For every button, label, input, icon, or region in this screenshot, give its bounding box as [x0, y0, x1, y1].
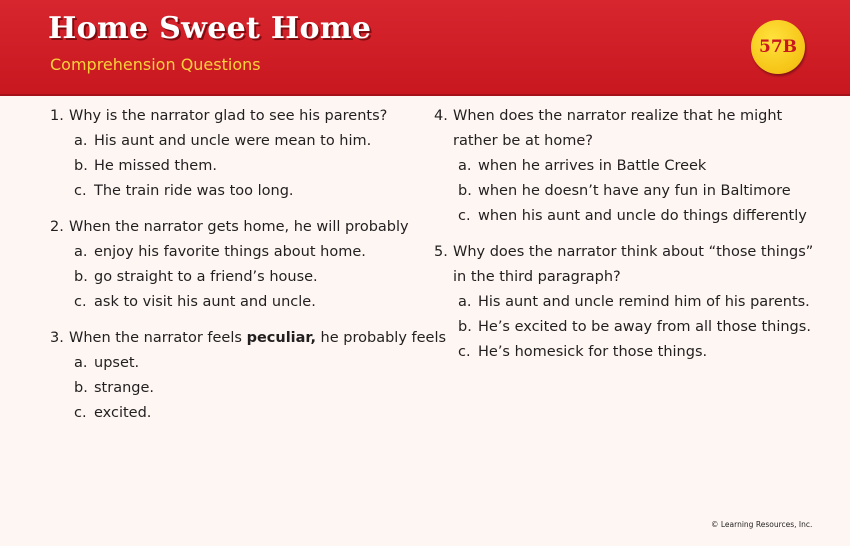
question-number: 3.: [50, 330, 64, 346]
question-4: [434, 104, 834, 229]
question-text: [50, 326, 447, 351]
card-number-badge: 57B: [751, 20, 805, 74]
option-letter: c.: [74, 294, 87, 310]
option-text: when he doesn’t have any fun in Baltimore: [478, 183, 791, 199]
answer-option: [50, 401, 430, 426]
answer-option: [50, 240, 430, 265]
option-text: upset.: [94, 355, 140, 371]
vocabulary-word: peculiar,: [246, 330, 316, 346]
answer-option: [434, 315, 834, 340]
option-text: strange.: [94, 380, 155, 396]
question-number: 2.: [50, 219, 64, 235]
answer-options: [434, 154, 834, 229]
option-text: His aunt and uncle were mean to him.: [94, 133, 372, 149]
answer-option: [50, 179, 430, 204]
question-prompt-end: he probably feels: [315, 330, 447, 346]
option-letter: a.: [74, 133, 88, 149]
option-letter: b.: [74, 380, 88, 396]
option-text: The train ride was too long.: [94, 183, 294, 199]
question-prompt-start: When the narrator feels: [69, 330, 247, 346]
question-5: [434, 240, 834, 365]
option-text: He missed them.: [94, 158, 217, 174]
answer-options: [50, 351, 430, 426]
option-letter: b.: [458, 319, 472, 335]
option-letter: a.: [458, 158, 472, 174]
question-3: [50, 326, 447, 426]
question-prompt-line-2: in the third paragraph?: [453, 269, 621, 285]
answer-option: [434, 179, 834, 204]
question-text: [434, 104, 834, 154]
answer-option: [434, 290, 834, 315]
right-column: [434, 104, 834, 376]
option-letter: b.: [458, 183, 472, 199]
answer-options: [434, 290, 834, 365]
option-letter: c.: [458, 208, 471, 224]
question-prompt: When the narrator gets home, he will probably: [69, 219, 409, 235]
question-number: 4.: [434, 108, 448, 124]
option-text: when he arrives in Battle Creek: [478, 158, 707, 174]
page-title: Home Sweet Home: [48, 11, 372, 46]
answer-option: [50, 351, 430, 376]
answer-option: [434, 204, 834, 229]
answer-options: [50, 240, 430, 315]
option-text: go straight to a friend’s house.: [94, 269, 318, 285]
answer-option: [434, 340, 834, 365]
answer-option: [50, 154, 430, 179]
option-text: when his aunt and uncle do things differently: [478, 208, 807, 224]
question-prompt-line-2: rather be at home?: [453, 133, 593, 149]
question-text: [50, 215, 430, 240]
header-banner: [0, 0, 850, 96]
answer-option: [434, 154, 834, 179]
answer-option: [50, 265, 430, 290]
question-number: 1.: [50, 108, 64, 124]
option-letter: c.: [74, 405, 87, 421]
option-text: ask to visit his aunt and uncle.: [94, 294, 316, 310]
option-letter: a.: [74, 244, 88, 260]
question-text: [50, 104, 430, 129]
question-prompt-line-1: When does the narrator realize that he might: [453, 108, 783, 124]
answer-option: [50, 376, 430, 401]
option-letter: c.: [458, 344, 471, 360]
question-2: [50, 215, 430, 315]
option-letter: c.: [74, 183, 87, 199]
question-number: 5.: [434, 244, 448, 260]
option-text: He’s homesick for those things.: [478, 344, 708, 360]
option-letter: a.: [74, 355, 88, 371]
option-text: enjoy his favorite things about home.: [94, 244, 366, 260]
option-letter: b.: [74, 269, 88, 285]
answer-option: [50, 129, 430, 154]
question-1: [50, 104, 430, 204]
answer-option: [50, 290, 430, 315]
answer-options: [50, 129, 430, 204]
question-prompt: Why is the narrator glad to see his parents?: [69, 108, 388, 124]
option-text: He’s excited to be away from all those things.: [478, 319, 811, 335]
left-column: [50, 104, 447, 437]
page-subtitle: Comprehension Questions: [50, 55, 261, 74]
option-text: His aunt and uncle remind him of his parents.: [478, 294, 810, 310]
question-prompt-line-1: Why does the narrator think about “those things”: [453, 244, 814, 260]
question-text: [434, 240, 834, 290]
option-text: excited.: [94, 405, 152, 421]
option-letter: a.: [458, 294, 472, 310]
copyright-notice: © Learning Resources, Inc.: [711, 520, 813, 529]
option-letter: b.: [74, 158, 88, 174]
